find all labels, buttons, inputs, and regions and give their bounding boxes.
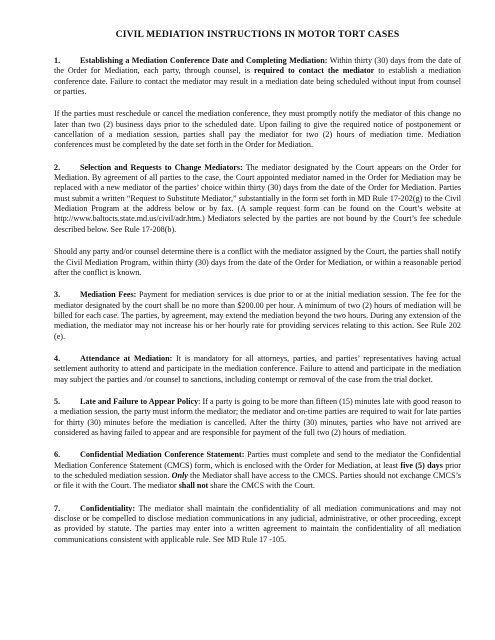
bold-italic-text: Only [171, 471, 188, 480]
section-heading: Confidential Mediation Conference Statement: [80, 450, 245, 460]
section-number: 7. [54, 503, 61, 513]
section-text: It is mandatory for all attorneys, parties, and parties’ representatives having actual settlement authority to attend and participate in the mediation conference. Failure to attend and participate in the mediation may subject the parties and /or counsel to sanctions, including contempt or removal of the case from the trial docket. [54, 353, 461, 384]
section-heading: Mediation Fees: [80, 290, 137, 300]
document-title: CIVIL MEDIATION INSTRUCTIONS IN MOTOR TORT CASES [115, 29, 400, 40]
section-text: share the CMCS with the Court. [208, 481, 315, 491]
section-text: Within thirty (30) days from the date of the Order for Mediation, each party, through counsel, is [54, 56, 461, 76]
section-3 [54, 290, 461, 342]
section-number: 2. [54, 162, 61, 172]
section-heading: Attendance at Mediation: [80, 353, 173, 363]
section-number: 1. [54, 56, 61, 65]
section-text: prior to the scheduled mediation session. [54, 460, 462, 480]
bold-text: required to contact the mediator [254, 66, 375, 76]
section-text: Parties must complete and send to the mediator the Confidential Mediation Conference Statement (CMCS) form, which is enclosed with the Order for Mediation, at least [54, 450, 461, 470]
section-text: the Mediator shall have access to the CMCS. Parties should not exchange CMCS’s or file it with the Court. The mediator [54, 471, 462, 491]
section-text: The mediator shall maintain the confidentiality of all mediation communications and may not disclose or be compelled to disclose mediation communications in any judicial, administrative, or other proceeding, except as provided by statute. The parties may enter into a written agreement to maintain the confidentiality of all mediation communications consistent with applicable rule. See MD Rule 17 -105. [54, 503, 461, 544]
section-heading: Establishing a Mediation Conference Date and Completing Mediation: [80, 56, 328, 65]
section-heading: Confidentiality: [80, 503, 136, 513]
section-text: : If a party is going to be more than fifteen (15) minutes late with good reason to a mediation session, the party must inform the mediator; the mediator and on-time parties are required to wait for late parties for thirty (30) minutes before the mediation is cancelled. After the thirty (30) minutes, parties who have not arrived are considered as having failed to appear and are responsible for payment of the full two (2) hours of mediation. [54, 396, 461, 437]
section-number: 4. [54, 353, 61, 363]
section-5 [54, 397, 461, 438]
section-4 [54, 354, 461, 385]
section-text: The mediator designated by the Court appears on the Order for Mediation. By agreement of all parties to the case, the Court appointed mediator named in the Order for Mediation may be replaced with a new mediator of the parties’ choice within thirty (30) days from the date of the Order for Mediation. Parties must submit a written “Request to Substitute Mediator,” substantially in the form set forth in MD Rule 17-202(g) to the Civil Mediation Program at the address below or by fax. (A sample request form can be found on the Court’s website at http://www.baltocts.state.md.us/civil/adr.htm.) Mediators selected by the parties are not bound by the Court’s fee schedule described below. See Rule 17-208(b). [54, 162, 462, 234]
section-2 [54, 163, 461, 235]
section-heading: Selection and Requests to Change Mediators: [80, 162, 243, 172]
reschedule-paragraph: If the parties must reschedule or cancel the mediation conference, they must promptly notify the mediator of this change no later than two (2) business days prior to the scheduled date. Upon failing to give the required notice of postponement or cancellation of a mediation session, parties shall pay the mediator for two (2) hours of mediation time. Mediation conferences must be completed by the date set forth in the Order for Mediation. [54, 109, 461, 150]
section-number: 3. [54, 290, 61, 300]
section-number: 6. [54, 450, 61, 460]
section-text: to establish a mediation conference date. Failure to contact the mediator may result in a mediation date being scheduled without input from counsel or parties. [54, 66, 461, 97]
section-1 [54, 56, 461, 97]
bold-text: shall not [178, 481, 209, 491]
section-7 [54, 504, 461, 545]
section-number: 5. [54, 396, 61, 406]
section-heading: Late and Failure to Appear Policy [80, 396, 199, 406]
conflict-paragraph: Should any party and/or counsel determine there is a conflict with the mediator assigned by the Court, the parties shall notify the Civil Mediation Program, within thirty (30) days from the date of the Order for Mediation, or within a reasonable period after the conflict is known. [54, 247, 461, 277]
section-6 [54, 450, 461, 491]
section-text: Payment for mediation services is due prior to or at the initial mediation session. The fee for the mediator designated by the court shall be no more than $200.00 per hour. A minimum of two (2) hours of mediation will be billed for each case. The parties, by agreement, may extend the mediation beyond the two hours. During any extension of the mediation, the mediator may not increase his or her hourly rate for providing services relating to this action. See Rule 202 (e). [54, 290, 461, 341]
bold-text: five (5) days [400, 460, 443, 470]
